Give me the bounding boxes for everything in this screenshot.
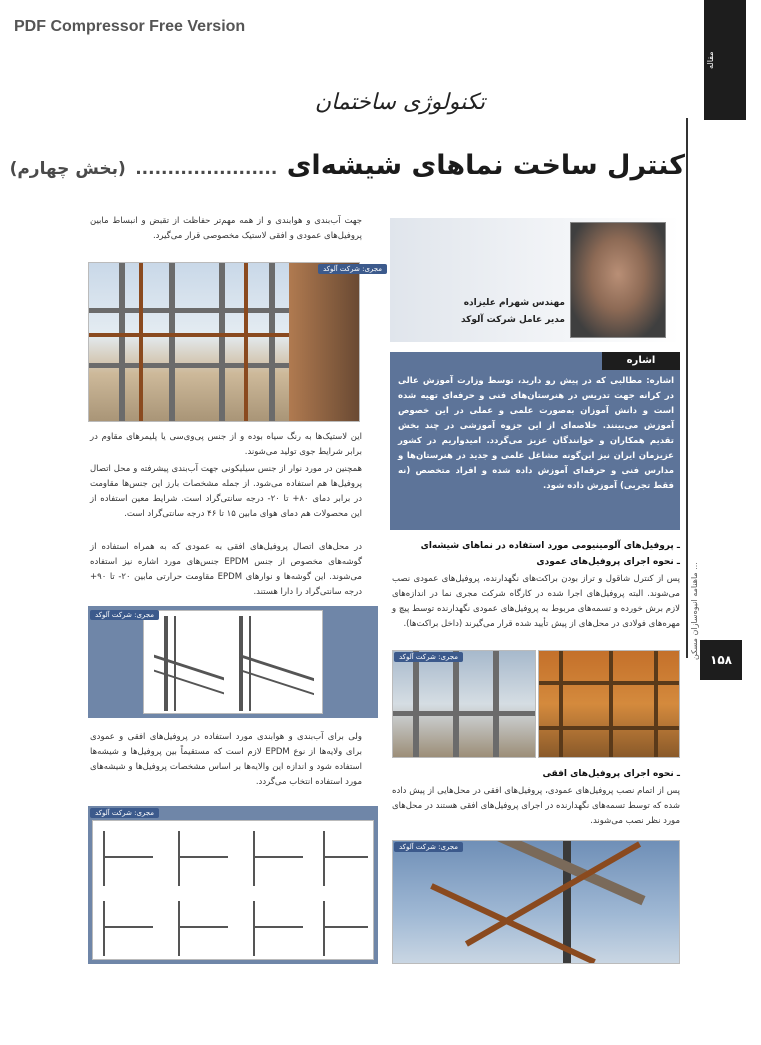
curtain-wall-photo-1 <box>88 262 360 422</box>
title-main: کنترل ساخت نماهای شیشه‌ای <box>286 150 685 181</box>
photo5-tag: مجری: شرکت آلوکد <box>394 842 463 852</box>
page-number: ۱۵۸ <box>700 640 742 680</box>
right-text-1: پس از کنترل شاقول و تراز بودن براکت‌های نگهدارنده، پروفیل‌های عمودی نصب می‌شوند. البته پروفیل‌های اجرا شده در کارگاه شرکت مجری نما در اندازه‌های لازم برش خورده و تسمه‌های مربوط به پروفیل‌های عمودی نگهدارنده توسط پیچ و مهره‌های فولادی در محل‌های از پیش تأیید شده قرار می‌گیرند (داخل براکت‌ها). <box>392 574 680 629</box>
left-top-text: جهت آب‌بندی و هوابندی و از همه مهم‌تر حفاظت از تقبض و انبساط مابین پروفیل‌های عمودی و افقی لاستیک مخصوصی قرار می‌گیرد. <box>90 216 362 241</box>
drawing-panel-2 <box>88 806 378 964</box>
side-tab-label: مقاله <box>706 51 715 69</box>
heading-vertical-profiles: ـ نحوه اجرای پروفیل‌های عمودی <box>536 557 680 567</box>
page-title <box>9 150 685 190</box>
heading-horizontal-profiles: ـ نحوه اجرای پروفیل‌های افقی <box>542 769 680 779</box>
left-text-3: در محل‌های اتصال پروفیل‌های افقی به عمودی که به همراه استفاده از گوشه‌های مخصوص از جنس EPDM جنس‌های مورد اشاره نیز استفاده می‌شوند. این گوشه‌ها و نوارهای EPDM مقاومت حرارتی مابین ۲۰- تا ۹۰+ درجه سانتی‌گراد را دارا هستند. <box>90 542 362 597</box>
right-text-2: پس از اتمام نصب پروفیل‌های عمودی، پروفیل‌های افقی در محل‌هایی از پیش داده شده که توسط تسمه‌های نگهدارنده در اجرای پروفیل‌های افقی هستند در محل‌های مورد نظر نصب می‌شوند. <box>392 786 680 826</box>
intro-heading: اشاره <box>602 352 680 370</box>
photo3-tag: مجری: شرکت آلوکد <box>90 808 159 818</box>
curtain-wall-photo-3 <box>392 840 680 964</box>
left-text-4: ولی برای آب‌بندی و هوابندی مورد استفاده در پروفیل‌های افقی و عمودی برای ولایه‌ها از نوع EPDM لازم است که مستقیماً بین پروفیل‌ها و شیشه‌ها استفاده شود و اندازه این والایه‌ها بر اساس مشخصات پروفیل‌ها و شیشه‌های مورد استفاده انتخاب می‌گردد. <box>90 732 363 787</box>
author-photo <box>570 222 666 338</box>
author-name: مهندس شهرام علیزاده <box>463 298 565 308</box>
photo4-tag: مجری: شرکت آلوکد <box>394 652 463 662</box>
watermark: PDF Compressor Free Version <box>14 18 246 35</box>
scaffolding-photo <box>538 650 680 758</box>
title-dots: ...................... <box>135 159 278 179</box>
photo1-tag: مجری: شرکت آلوکد <box>318 264 387 274</box>
side-footer: ماهنامه انبوه‌سازان مسکن ... <box>690 562 699 660</box>
drawing-panel-1 <box>88 606 378 718</box>
left-text-2: همچنین در مورد نوار از جنس سیلیکونی جهت آب‌بندی پیشرفته و محل اتصال پروفیل‌ها هم استفاده می‌شود. از جمله مشخصات بارز این جنس‌ها مقاومت در برابر دمای ۸۰+ تا ۲۰- درجه سانتی‌گراد است. شرایط معین استفاده از این محصولات هم دمای هوای مابین ۱۵ تا ۴۶ درجه سانتی‌گراد است. <box>90 464 362 519</box>
left-text-1: این لاستیک‌ها به رنگ سیاه بوده و از جنس پی‌وی‌سی یا پلیمرهای مقاوم در برابر شرایط جوی تولید می‌شوند. <box>90 432 362 457</box>
author-role: مدیر عامل شرکت آلوکد <box>460 315 565 325</box>
heading-aluminium-profiles: ـ پروفیل‌های آلومینیومی مورد استفاده در نماهای شیشه‌ای <box>420 541 680 551</box>
photo2-tag: مجری: شرکت آلوکد <box>90 610 159 620</box>
side-divider <box>686 118 688 658</box>
section-kicker: تکنولوژی ساختمان <box>314 90 486 115</box>
intro-text: اشاره: مطالبی که در پیش رو دارید، توسط وزارت آموزش عالی در کرانه جهت تدریس در هنرستان‌های فنی و حرفه‌ای تهیه شده است و دانش آموزان به‌صورت علمی و عملی در این خصوص آموزش می‌بینند. خلاصه‌ای از این جزوه آموزشی در چند بخش تقدیم همکاران و خوانندگان عزیز می‌گردد. امیدواریم در کشور عزیزمان ایران نیز این‌گونه مشاغل علمی و جدید در هنرستان‌ها و مدارس فنی و حرفه‌ای آموزش داده شده و افراد متخصص (نه فقط تجربی) آموزش داده شود. <box>398 376 674 491</box>
title-part: (بخش چهارم) <box>9 159 126 179</box>
curtain-wall-photo-2 <box>392 650 536 758</box>
